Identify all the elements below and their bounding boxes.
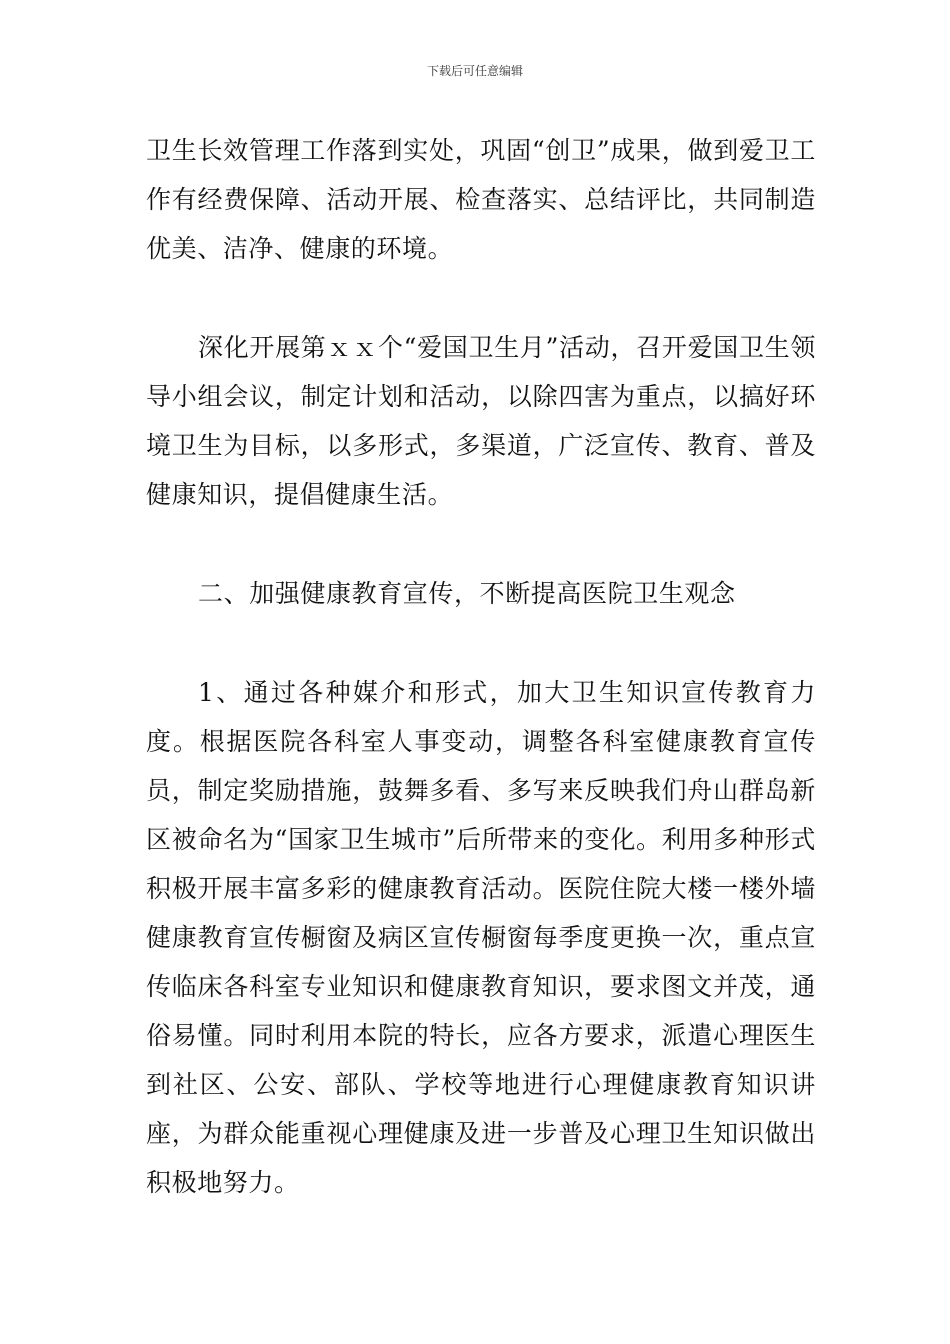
paragraph-health-education: 1、通过各种媒介和形式，加大卫生知识宣传教育力度。根据医院各科室人事变动，调整各科室健康教育宣传员，制定奖励措施，鼓舞多看、多写来反映我们舟山群岛新区被命名为“国家卫生城市”后所带来的变化。利用多种形式积极开展丰富多彩的健康教育活动。医院住院大楼一楼外墙健康教育宣传橱窗及病区宣传橱窗每季度更换一次，重点宣传临床各科室专业知识和健康教育知识，要求图文并茂，通俗易懂。同时利用本院的特长，应各方要求，派遣心理医生到社区、公安、部队、学校等地进行心理健康教育知识讲座，为群众能重视心理健康及进一步普及心理卫生知识做出积极地努力。 (146, 678, 816, 1197)
section-heading: 二、加强健康教育宣传，不断提高医院卫生观念 (198, 579, 736, 608)
paragraph-continuation: 卫生长效管理工作落到实处，巩固“创卫”成果，做到爱卫工作有经费保障、活动开展、检查落实、总结评比，共同制造优美、洁净、健康的环境。 (146, 136, 816, 263)
paragraph-gap (146, 273, 816, 323)
document-body (146, 126, 816, 1207)
page-header: 下载后可任意编辑 (426, 64, 523, 78)
paragraph-gap (146, 519, 816, 569)
paragraph-patriotic-health-month: 深化开展第ｘｘ个“爱国卫生月”活动，召开爱国卫生领导小组会议，制定计划和活动，以除四害为重点，以搞好环境卫生为目标，以多形式，多渠道，广泛宣传、教育、普及健康知识，提倡健康生活。 (146, 333, 816, 509)
paragraph-gap (146, 618, 816, 668)
